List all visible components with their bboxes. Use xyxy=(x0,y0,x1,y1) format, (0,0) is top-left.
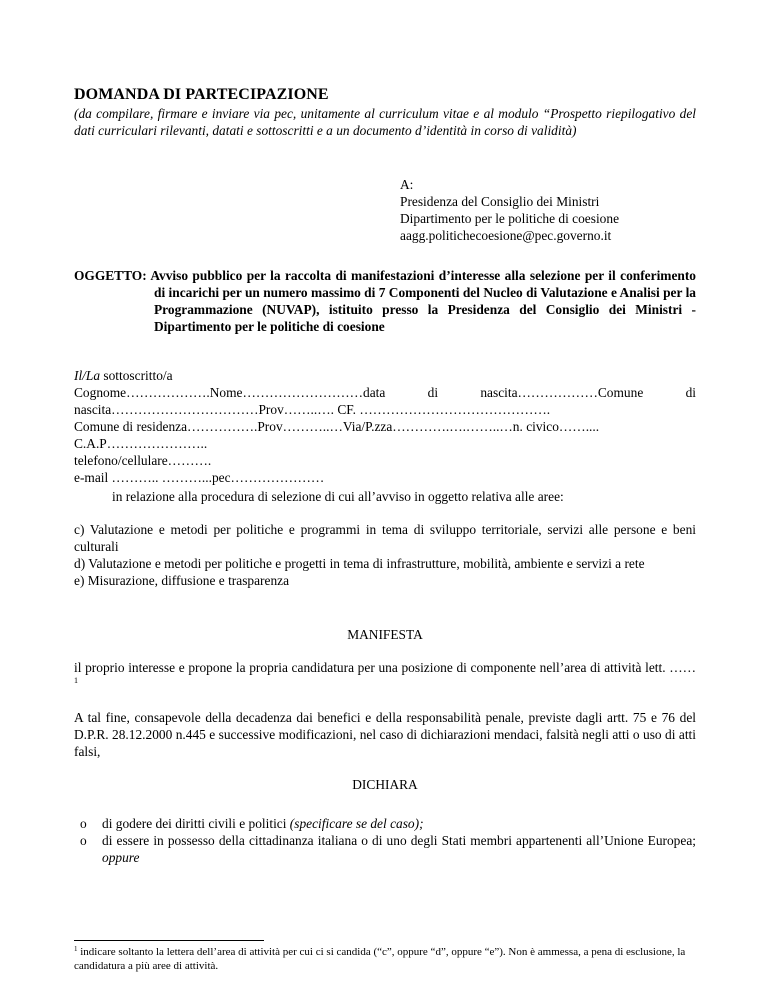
residence-line: Comune di residenza…………….Prov………..…Via/P.zza………….….……..…n. civico…….... xyxy=(74,419,600,434)
list-item xyxy=(74,815,696,832)
surname-line xyxy=(74,384,696,401)
birth-of-word: di xyxy=(685,385,696,400)
list-item-text: di godere dei diritti civili e politici xyxy=(102,816,290,831)
surname-of-word: di xyxy=(427,385,439,400)
list-item-italic: oppure xyxy=(102,850,140,865)
manifesta-paragraph xyxy=(74,659,696,693)
address-line-2: Presidenza del Consiglio dei Ministri xyxy=(400,194,600,209)
awareness-paragraph: A tal fine, consapevole della decadenza dai benefici e della responsabilità penale, previste dagli artt. 75 e 76 del D.P.R. 28.12.2000 n.445 e successive modificazioni, nel caso di dichiarazioni mendaci, falsità negli atti o uso di atti falsi, xyxy=(74,710,696,759)
address-email: aagg.politichecoesione@pec.governo.it xyxy=(400,228,612,243)
subject-label: OGGETTO: xyxy=(74,268,147,283)
document-title: DOMANDA DI PARTECIPAZIONE xyxy=(74,86,329,103)
manifesta-text: il proprio interesse e propone la propria candidatura per una posizione di componente nell’area di attività lett. …… xyxy=(74,660,696,675)
recipient-address xyxy=(400,176,700,244)
relation-text: in relazione alla procedura di selezione di cui all’avviso in oggetto relativa alle aree: xyxy=(112,489,564,504)
footnote xyxy=(74,945,696,973)
bullet-circle: o xyxy=(80,833,87,848)
dichiara-heading: DICHIARA xyxy=(352,777,418,792)
personal-data-block xyxy=(74,367,696,486)
manifesta-heading: MANIFESTA xyxy=(347,627,423,642)
list-item-italic: (specificare se del caso); xyxy=(289,816,424,831)
list-item-text: di essere in possesso della cittadinanza italiana o di uno degli Stati membri appartenenti all’Unione Europea; xyxy=(102,833,696,848)
subject-block xyxy=(74,267,696,335)
birth-line: nascita……………………………Prov……..…. CF. ……………………………………. xyxy=(74,402,551,417)
declaration-list xyxy=(74,815,696,866)
subject-text: Avviso pubblico per la raccolta di manifestazioni d’interesse alla selezione per il conferimento di incarichi per un numero massimo di 7 Componenti del Nucleo di Valutazione e Analisi per la Programmazione (NUVAP), istituito presso la Presidenza del Consiglio dei Ministri - Dipartimento per le politiche di coesione xyxy=(150,268,696,334)
document-subtitle: (da compilare, firmare e inviare via pec, unitamente al curriculum vitae e al modulo “Prospetto riepilogativo del dati curriculari rilevanti, datati e sottoscritti e a un documento d’identità in corso di validità) xyxy=(74,106,696,138)
document-page xyxy=(74,0,696,994)
address-line-1: A: xyxy=(400,177,414,192)
footnote-number: 1 xyxy=(74,945,78,953)
address-line-3: Dipartimento per le politiche di coesione xyxy=(400,211,620,226)
undersigned-line xyxy=(74,367,696,384)
area-d: d) Valutazione e metodi per politiche e progetti in tema di infrastrutture, mobilità, ambiente e servizi a rete xyxy=(74,556,645,571)
areas-list xyxy=(74,521,696,589)
cap-line: C.A.P………………….. xyxy=(74,436,208,451)
undersigned-italic: Il/La xyxy=(74,368,101,383)
footnote-text: indicare soltanto la lettera dell’area di attività per cui ci si candida (“c”, oppure “d”, oppure “e”). Non è ammessa, a pena di esclusione, la candidatura a più aree di attività. xyxy=(74,946,686,972)
surname-name-date-field: Cognome……………….Nome………………………data xyxy=(74,385,386,400)
footnote-divider xyxy=(74,940,264,941)
undersigned-label: sottoscritto/a xyxy=(100,368,173,383)
birth-comune-field: nascita………………Comune xyxy=(480,385,644,400)
footnote-ref: 1 xyxy=(74,676,78,685)
list-item xyxy=(74,832,696,866)
bullet-circle: o xyxy=(80,816,87,831)
area-e: e) Misurazione, diffusione e trasparenza xyxy=(74,573,290,588)
phone-line: telefono/cellulare………. xyxy=(74,453,212,468)
area-c: c) Valutazione e metodi per politiche e programmi in tema di sviluppo territoriale, servizi alle persone e beni culturali xyxy=(74,522,696,554)
email-line: e-mail ……….. ………...pec………………… xyxy=(74,470,325,485)
